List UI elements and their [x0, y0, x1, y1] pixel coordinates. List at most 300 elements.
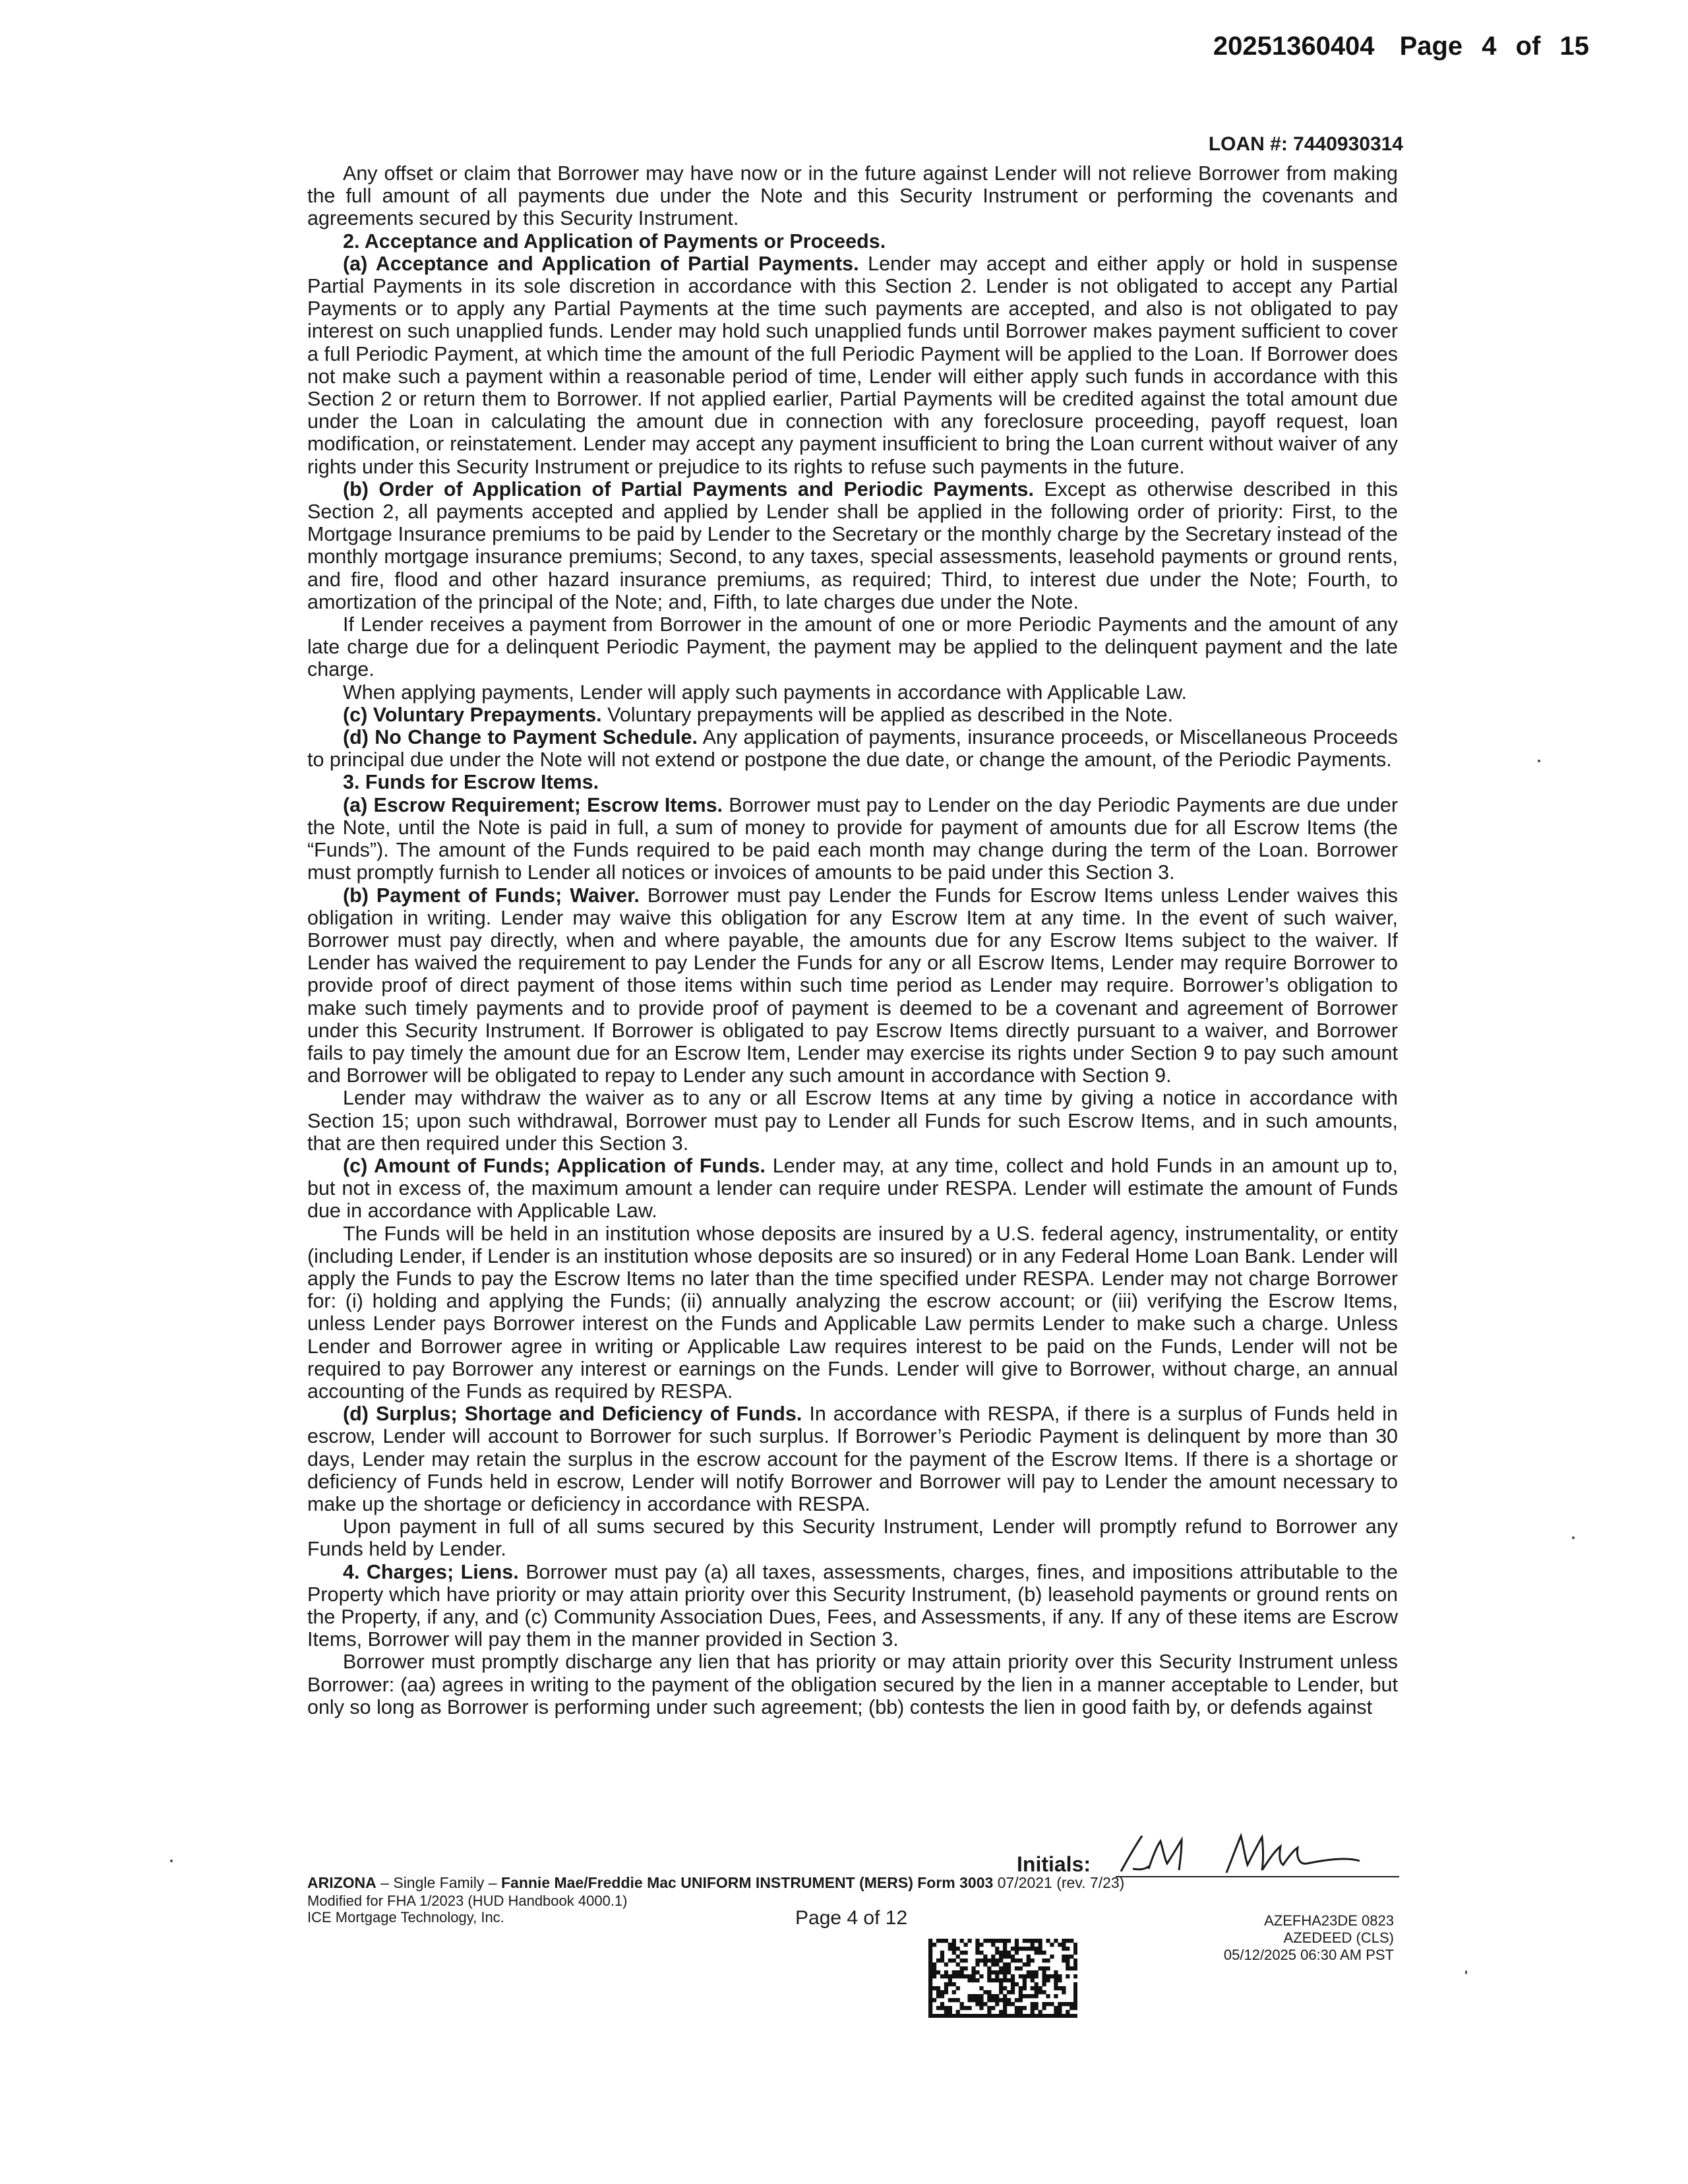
barcode-module	[936, 2014, 940, 2018]
scan-speck	[170, 1860, 173, 1862]
barcode-module	[1042, 1951, 1046, 1955]
barcode-module	[979, 2006, 983, 2010]
barcode-module	[1019, 1994, 1023, 1998]
barcode-module	[991, 2014, 995, 2018]
paragraph	[307, 1561, 1398, 1651]
barcode-module	[999, 1990, 1003, 1994]
barcode-module	[1003, 1951, 1007, 1955]
barcode-module	[1054, 1994, 1058, 1998]
barcode-module	[1070, 2006, 1073, 2010]
paragraph-text: Voluntary prepayments will be applied as described in the Note.	[607, 703, 1174, 726]
barcode-module	[987, 1994, 991, 1998]
barcode-module	[928, 2010, 932, 2014]
barcode-module	[1031, 1939, 1035, 1943]
initials-signature-image	[1017, 1831, 1399, 1879]
paragraph	[307, 478, 1398, 613]
barcode-module	[1007, 1939, 1011, 1943]
barcode-module	[987, 1958, 991, 1962]
form-company: ICE Mortgage Technology, Inc.	[307, 1909, 504, 1926]
barcode-module	[956, 2010, 960, 2014]
barcode-module	[964, 1943, 968, 1947]
barcode-module	[952, 2014, 956, 2018]
barcode-module	[948, 2006, 952, 2010]
barcode-module	[1054, 2010, 1058, 2014]
barcode-module	[1066, 2014, 1070, 2018]
barcode-module	[952, 1951, 956, 1955]
barcode-module	[1039, 1990, 1042, 1994]
barcode-module	[975, 1939, 979, 1943]
barcode-module	[1070, 2014, 1073, 2018]
barcode-module	[1046, 1966, 1050, 1970]
barcode-module	[1019, 1998, 1023, 2002]
barcode-module	[932, 2014, 936, 2018]
barcode-module	[928, 1998, 932, 2002]
barcode-module	[983, 2002, 987, 2006]
barcode-module	[999, 1970, 1003, 1974]
document-timestamp: 05/12/2025 06:30 AM PST	[1223, 1947, 1394, 1963]
barcode-module	[983, 1962, 987, 1966]
document-code-1: AZEFHA23DE 0823	[1264, 1912, 1394, 1929]
barcode-module	[948, 1943, 952, 1947]
barcode-module	[1003, 1978, 1007, 1982]
barcode-module	[944, 1970, 948, 1974]
barcode-module	[964, 2006, 968, 2010]
barcode-module	[928, 1962, 932, 1966]
barcode-module	[940, 1990, 944, 1994]
barcode-module	[1070, 1939, 1073, 1943]
barcode-module	[975, 1998, 979, 2002]
barcode-module	[967, 1994, 971, 1998]
barcode-module	[1042, 1974, 1046, 1978]
barcode-module	[979, 1998, 983, 2002]
barcode-module	[999, 1982, 1003, 1986]
barcode-module	[1039, 1966, 1042, 1970]
barcode-module	[995, 1974, 999, 1978]
barcode-module	[948, 1947, 952, 1951]
barcode-module	[948, 1974, 952, 1978]
barcode-module	[991, 1994, 995, 1998]
form-state: ARIZONA	[307, 1874, 377, 1891]
form-revision: 07/2021 (rev. 7/23)	[993, 1874, 1125, 1891]
barcode-module	[1007, 1955, 1011, 1958]
barcode-module	[975, 1978, 979, 1982]
barcode-module	[1046, 1974, 1050, 1978]
barcode-module	[940, 1951, 944, 1955]
barcode-module	[1019, 1966, 1023, 1970]
barcode-module	[1023, 2014, 1027, 2018]
barcode-module	[932, 1962, 936, 1966]
paragraph-text: Borrower must promptly discharge any lien that has priority or may attain priority over this Security Instrument unless Borrower: (aa) agrees in writing to the payment of the obligation secured by the lien in a manner acceptable to Lender, but only so long as Borrower is performing under such agreement; (bb) contests the lien in good faith by, or defends against	[307, 1651, 1398, 1718]
barcode-module	[975, 2002, 979, 2006]
paragraph-heading: (a) Acceptance and Application of Partial Payments.	[343, 252, 859, 275]
barcode-module	[999, 1978, 1003, 1982]
barcode-module	[948, 2014, 952, 2018]
barcode-module	[995, 1939, 999, 1943]
barcode-module	[1015, 2006, 1019, 2010]
barcode-module	[999, 1986, 1003, 1990]
barcode-module	[979, 2014, 983, 2018]
barcode-module	[1011, 1978, 1015, 1982]
barcode-module	[1031, 1970, 1035, 1974]
barcode-module	[1054, 1978, 1058, 1982]
barcode-module	[1062, 1958, 1066, 1962]
barcode-module	[967, 2006, 971, 2010]
barcode-module	[1015, 1943, 1019, 1947]
barcode-module	[1031, 1958, 1035, 1962]
paragraph-text: Lender may, at any time, collect and hold Funds in an amount up to, but not in excess of, the maximum amount a lender can require under RESPA. Lender will estimate the amount of Funds due in accordance with Applicable Law.	[307, 1154, 1398, 1223]
scan-speck	[1538, 760, 1540, 762]
barcode-module	[991, 1962, 995, 1966]
barcode-module	[971, 1966, 975, 1970]
barcode-module	[928, 1951, 932, 1955]
barcode-module	[1027, 1947, 1031, 1951]
barcode-module	[1011, 2014, 1015, 2018]
barcode-module	[1015, 1947, 1019, 1951]
barcode-module	[1019, 1974, 1023, 1978]
barcode-module	[928, 1978, 932, 1982]
barcode-module	[960, 1970, 964, 1974]
barcode-module	[987, 1939, 991, 1943]
barcode-module	[999, 1958, 1003, 1962]
paragraph	[307, 1403, 1398, 1515]
barcode-module	[1050, 1943, 1054, 1947]
barcode-module	[956, 2014, 960, 2018]
barcode-module	[975, 1962, 979, 1966]
barcode-module	[1027, 1958, 1031, 1962]
barcode-module	[1003, 1962, 1007, 1966]
barcode-module	[1073, 1982, 1077, 1986]
barcode-module	[975, 1958, 979, 1962]
barcode-module	[964, 2014, 968, 2018]
barcode-module	[960, 2014, 964, 2018]
barcode-module	[1015, 1966, 1019, 1970]
barcode-module	[960, 2006, 964, 2010]
barcode-module	[956, 1998, 960, 2002]
barcode-module	[991, 1978, 995, 1982]
barcode-module	[995, 1970, 999, 1974]
form-instrument: Fannie Mae/Freddie Mac UNIFORM INSTRUMENT (MERS) Form 3003	[500, 1874, 994, 1891]
barcode-module	[1007, 1962, 1011, 1966]
barcode-module	[1011, 1982, 1015, 1986]
barcode-module	[1019, 1990, 1023, 1994]
barcode-module	[964, 1951, 968, 1955]
barcode-module	[1011, 1958, 1015, 1962]
barcode-module	[940, 1994, 944, 1998]
barcode-module	[1015, 2014, 1019, 2018]
barcode-module	[932, 1970, 936, 1974]
barcode-module	[1066, 1947, 1070, 1951]
barcode-module	[983, 1958, 987, 1962]
barcode-module	[995, 1994, 999, 1998]
barcode-module	[967, 2014, 971, 2018]
barcode-module	[1023, 1939, 1027, 1943]
barcode-module	[1073, 1994, 1077, 1998]
barcode-module	[928, 2014, 932, 2018]
document-code-2: AZEDEED (CLS)	[1283, 1929, 1394, 1946]
barcode-module	[999, 1939, 1003, 1943]
barcode-module	[948, 2010, 952, 2014]
barcode-module	[1011, 1990, 1015, 1994]
barcode-module	[936, 2006, 940, 2010]
barcode-module	[1031, 1986, 1035, 1990]
barcode-module	[1042, 2002, 1046, 2006]
barcode-module	[1031, 1978, 1035, 1982]
barcode-module	[1003, 1998, 1007, 2002]
barcode-module	[1042, 2006, 1046, 2010]
barcode-module	[948, 1998, 952, 2002]
paragraph-text: Borrower must pay to Lender on the day Periodic Payments are due under the Note, until the Note is paid in full, a sum of money to provide for payment of amounts due for all Escrow Items (the “Funds”). The amount of the Funds required to be paid each month may change during the term of the Loan. Borrower must promptly furnish to Lender all notices or invoices of amounts to be paid under this Section 3.	[307, 793, 1399, 884]
barcode-module	[971, 1978, 975, 1982]
barcode-module	[940, 1958, 944, 1962]
paragraph-text: Lender may accept and either apply or hold in suspense Partial Payments in its sole discretion in accordance with this Section 2. Lender is not obligated to accept any Partial Payments or to apply any Partial Payments at the time such payments are accepted, and also is not obligated to pay interest on such unapplied funds. Lender may hold such unapplied funds until Borrower makes payment sufficient to cover a full Periodic Payment, at which time the amount of the full Periodic Payment will be applied to the Loan. If Borrower does not make such a payment within a reasonable period of time, Lender will either apply such funds in accordance with this Section 2 or return them to Borrower. If not applied earlier, Partial Payments will be credited against the total amount due under the Loan in calculating the amount due in connection with any foreclosure proceeding, payoff request, loan modification, or reinstatement. Lender may accept any payment insufficient to bring the Loan current without waiver of any rights under this Security Instrument or prejudice to its rights to refuse such payments in the future.	[307, 252, 1398, 478]
paragraph	[307, 1651, 1398, 1718]
paragraph	[307, 613, 1398, 681]
barcode-module	[1003, 1986, 1007, 1990]
barcode-module	[936, 1970, 940, 1974]
barcode-module	[960, 1958, 964, 1962]
paragraph-heading: 2. Acceptance and Application of Payments or Proceeds.	[343, 229, 886, 253]
recording-number: 20251360404	[1213, 32, 1375, 61]
barcode-module	[928, 1958, 932, 1962]
paragraph-text: Borrower must pay (a) all taxes, assessments, charges, fines, and impositions attributable to the Property which have priority or may attain priority over this Security Instrument, (b) leasehold payments or ground rents on the Property, if any, and (c) Community Association Dues, Fees, and Assessments, if any. If any of these items are Escrow Items, Borrower will pay them in the manner provided in Section 3.	[307, 1560, 1398, 1651]
paragraph-heading: (c) Voluntary Prepayments.	[343, 703, 602, 726]
barcode-module	[1070, 1955, 1073, 1958]
barcode-module	[932, 1986, 936, 1990]
barcode-module	[1066, 1962, 1070, 1966]
barcode-module	[952, 1998, 956, 2002]
barcode-module	[1019, 1947, 1023, 1951]
barcode-module	[952, 1939, 956, 1943]
barcode-module	[975, 1970, 979, 1974]
paragraph-heading: (b) Payment of Funds; Waiver.	[343, 884, 640, 907]
barcode-module	[1007, 1978, 1011, 1982]
barcode-module	[1035, 1974, 1039, 1978]
barcode-module	[979, 1986, 983, 1990]
barcode-module	[1039, 1947, 1042, 1951]
barcode-module	[1073, 1943, 1077, 1947]
barcode-module	[1027, 1970, 1031, 1974]
barcode-module	[928, 2002, 932, 2006]
barcode-module	[999, 2014, 1003, 2018]
barcode-module	[1035, 2006, 1039, 2010]
barcode-module	[1007, 1966, 1011, 1970]
barcode-module	[944, 1986, 948, 1990]
barcode-module	[1003, 1994, 1007, 1998]
paragraph-heading: (d) No Change to Payment Schedule.	[343, 726, 698, 749]
barcode-module	[1039, 1939, 1042, 1943]
paragraph	[307, 162, 1398, 230]
paragraph	[307, 681, 1398, 704]
barcode-module	[995, 1951, 999, 1955]
barcode-module	[1039, 2014, 1042, 2018]
barcode-module	[1011, 1974, 1015, 1978]
barcode-module	[1073, 1986, 1077, 1990]
barcode-module	[975, 1994, 979, 1998]
paragraph-text: If Lender receives a payment from Borrower in the amount of one or more Periodic Payments and the amount of any late charge due for a delinquent Periodic Payment, the payment may be applied to the delinquent payment and the late charge.	[307, 613, 1398, 681]
barcode-module	[971, 1974, 975, 1978]
paragraph	[307, 1515, 1398, 1560]
paragraph-heading: (a) Escrow Requirement; Escrow Items.	[343, 793, 723, 816]
barcode-module	[932, 1966, 936, 1970]
barcode-module	[1003, 1943, 1007, 1947]
barcode-module	[936, 1986, 940, 1990]
barcode-module	[1054, 1939, 1058, 1943]
barcode-module	[928, 1947, 932, 1951]
barcode-module	[960, 2002, 964, 2006]
barcode-module	[1031, 1974, 1035, 1978]
document-codes	[1224, 1912, 1394, 1964]
barcode-module	[1050, 2014, 1054, 2018]
barcode-module	[928, 1994, 932, 1998]
barcode-module	[1042, 1958, 1046, 1962]
barcode-module	[1039, 1943, 1042, 1947]
paragraph-text: The Funds will be held in an institution whose deposits are insured by a U.S. federal agency, instrumentality, or entity (including Lender, if Lender is an institution whose deposits are so insured) or in any Federal Home Loan Bank. Lender will apply the Funds to pay the Escrow Items no later than the time specified under RESPA. Lender may not charge Borrower for: (i) holding and applying the Funds; (ii) annually analyzing the escrow account; or (iii) verifying the Escrow Items, unless Lender pays Borrower interest on the Funds and Applicable Law permits Lender to make such a charge. Unless Lender and Borrower agree in writing or Applicable Law requires interest to be paid on the Funds, Lender will not be required to pay Borrower any interest or earnings on the Funds. Lender will give to Borrower, without charge, an annual accounting of the Funds as required by RESPA.	[307, 1222, 1398, 1403]
barcode-module	[1023, 1947, 1027, 1951]
barcode-module	[928, 1955, 932, 1958]
barcode-module	[928, 1986, 932, 1990]
barcode-module	[928, 1970, 932, 1974]
barcode-module	[1031, 1943, 1035, 1947]
barcode-module	[1015, 2010, 1019, 2014]
barcode-module	[979, 1943, 983, 1947]
scan-speck	[1572, 1536, 1575, 1539]
barcode-module	[987, 1974, 991, 1978]
recording-header	[1213, 32, 1589, 61]
barcode-module	[1035, 1951, 1039, 1955]
barcode-module	[1058, 2002, 1062, 2006]
barcode-module	[987, 1970, 991, 1974]
barcode-module	[1050, 2002, 1054, 2006]
barcode-module	[1058, 2010, 1062, 2014]
barcode-module	[1050, 1974, 1054, 1978]
barcode-module	[936, 1958, 940, 1962]
initials-label: Initials:	[1017, 1852, 1091, 1876]
paragraph-text: Any application of payments, insurance proceeds, or Miscellaneous Proceeds to principal due under the Note will not extend or postpone the due date, or change the amount, of the Periodic Payments.	[307, 726, 1398, 772]
barcode-module	[1066, 1958, 1070, 1962]
paragraph-heading: (b) Order of Application of Partial Payments and Periodic Payments.	[343, 477, 1034, 501]
barcode-module	[948, 1958, 952, 1962]
barcode-module	[983, 1955, 987, 1958]
barcode-module	[1042, 1970, 1046, 1974]
barcode-module	[1027, 1974, 1031, 1978]
barcode-module	[1019, 1958, 1023, 1962]
barcode-module	[1027, 1955, 1031, 1958]
barcode-module	[936, 1994, 940, 1998]
barcode-module	[932, 1974, 936, 1978]
barcode-module	[948, 1978, 952, 1982]
barcode-module	[1015, 1982, 1019, 1986]
barcode-module	[1050, 1955, 1054, 1958]
barcode-module	[964, 1958, 968, 1962]
barcode-module	[944, 2010, 948, 2014]
barcode-module	[1003, 1966, 1007, 1970]
barcode-module	[1015, 1998, 1019, 2002]
paragraph-heading: (c) Amount of Funds; Application of Funds.	[343, 1154, 766, 1177]
barcode-module	[1031, 2010, 1035, 2014]
barcode-module	[1073, 1962, 1077, 1966]
barcode-module	[928, 1939, 932, 1943]
barcode-module	[1073, 1974, 1077, 1978]
barcode-module	[928, 1982, 932, 1986]
barcode-module	[1058, 1978, 1062, 1982]
barcode-module	[928, 1990, 932, 1994]
initials-block	[1017, 1831, 1399, 1879]
barcode-module	[999, 2010, 1003, 2014]
barcode-module	[1019, 1986, 1023, 1990]
barcode-module	[940, 2014, 944, 2018]
barcode-module	[1007, 1951, 1011, 1955]
barcode-module	[1046, 1994, 1050, 1998]
barcode-module	[979, 1974, 983, 1978]
barcode-module	[1046, 2002, 1050, 2006]
barcode-module	[987, 2010, 991, 2014]
barcode-module	[1054, 1986, 1058, 1990]
barcode-module	[956, 1970, 960, 1974]
barcode-module	[979, 1994, 983, 1998]
barcode-module	[995, 1998, 999, 2002]
barcode-module	[971, 1994, 975, 1998]
barcode-module	[983, 2014, 987, 2018]
barcode-module	[932, 1943, 936, 1947]
barcode-module	[1054, 2014, 1058, 2018]
barcode-module	[1035, 1939, 1039, 1943]
barcode-module	[1015, 1951, 1019, 1955]
barcode-module	[956, 1962, 960, 1966]
barcode-module	[1007, 1970, 1011, 1974]
barcode-module	[960, 1951, 964, 1955]
barcode-module	[1073, 2002, 1077, 2006]
paragraph	[307, 794, 1398, 884]
barcode-module	[1015, 1939, 1019, 1943]
barcode-module	[967, 1939, 971, 1943]
barcode-module	[1019, 2006, 1023, 2010]
barcode-module	[1011, 1955, 1015, 1958]
paragraph-text: Lender may withdraw the waiver as to any or all Escrow Items at any time by giving a notice in accordance with Section 15; upon such withdrawal, Borrower must pay to Lender all Funds for such Escrow Items, and in such amounts, that are then required under this Section 3.	[307, 1087, 1398, 1155]
barcode-module	[952, 1970, 956, 1974]
barcode-module	[995, 1947, 999, 1951]
barcode-module	[1062, 1955, 1066, 1958]
paragraph-text: Except as otherwise described in this Section 2, all payments accepted and applied by Lender shall be applied in the following order of priority: First, to the Mortgage Insurance premiums to be paid by Lender to the Secretary or the monthly charge by the Secretary instead of the monthly mortgage insurance premiums; Second, to any taxes, special assessments, leasehold payments or ground rents, and fire, flood and other hazard insurance premiums, as required; Third, to interest due under the Note; Fourth, to amortization of the principal of the Note; and, Fifth, to late charges due under the Note.	[307, 477, 1398, 613]
barcode-module	[952, 1943, 956, 1947]
barcode-module	[940, 1939, 944, 1943]
barcode-module	[936, 1990, 940, 1994]
barcode-module	[1073, 2006, 1077, 2010]
barcode-module	[967, 1974, 971, 1978]
barcode-module	[1066, 1955, 1070, 1958]
barcode-module	[1023, 1986, 1027, 1990]
barcode-module	[956, 1986, 960, 1990]
barcode-module	[987, 1990, 991, 1994]
barcode-module	[1073, 1951, 1077, 1955]
paragraph	[307, 771, 1398, 793]
barcode-module	[1023, 1978, 1027, 1982]
barcode-module	[1023, 2006, 1027, 2010]
barcode-module	[991, 2006, 995, 2010]
barcode-module	[987, 2006, 991, 2010]
paragraph	[307, 1087, 1398, 1155]
barcode-module	[1062, 1986, 1066, 1990]
document-body	[307, 162, 1398, 1718]
barcode-module	[940, 1974, 944, 1978]
barcode-module	[991, 1943, 995, 1947]
barcode-module	[1019, 2014, 1023, 2018]
barcode-module	[944, 1982, 948, 1986]
barcode-module	[1054, 2006, 1058, 2010]
barcode-module	[971, 1970, 975, 1974]
barcode-module	[940, 1955, 944, 1958]
page-count-label: Page 4 of 15	[1399, 32, 1589, 61]
barcode-module	[1035, 1990, 1039, 1994]
